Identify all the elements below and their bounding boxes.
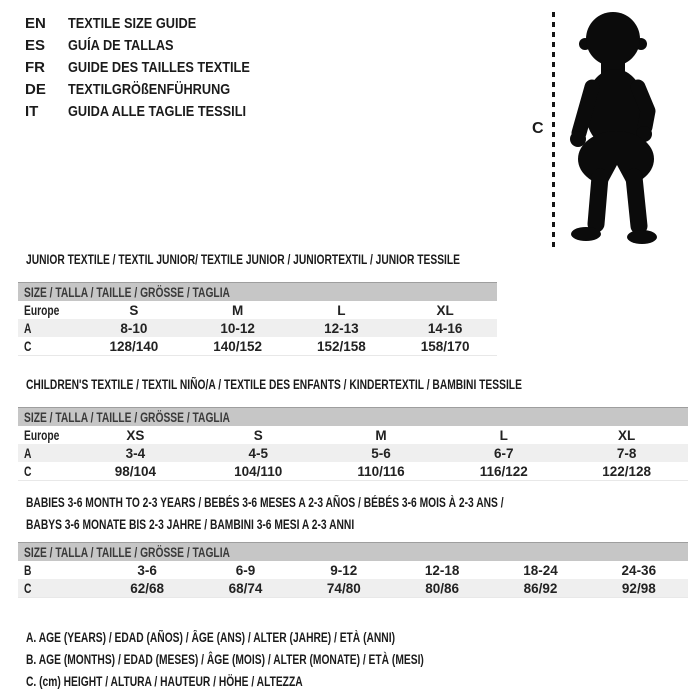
age-cell: 4-5: [197, 444, 320, 462]
junior-size-table: [18, 282, 497, 356]
height-measure-label: C: [532, 120, 544, 137]
size-cell: L: [337, 302, 346, 318]
language-code: FR: [25, 58, 45, 76]
table-row: [18, 462, 688, 481]
size-cell: L: [499, 427, 508, 443]
size-cell: XS: [126, 427, 145, 443]
children-section-title: CHILDREN'S TEXTILE / TEXTIL NIÑO/A / TEXTILE DES ENFANTS / KINDERTEXTIL / BAMBINI TESSILE: [26, 377, 522, 392]
size-header-label: SIZE / TALLA / TAILLE / GRÖSSE / TAGLIA: [24, 409, 230, 425]
size-header-label: SIZE / TALLA / TAILLE / GRÖSSE / TAGLIA: [24, 544, 230, 560]
age-cell: 12-13: [290, 319, 394, 337]
footnote-c: C. (cm) HEIGHT / ALTURA / HAUTEUR / HÖHE / ALTEZZA: [26, 674, 303, 689]
babies-size-table: [18, 542, 688, 598]
age-cell: 6-9: [235, 562, 256, 578]
table-row: [18, 579, 688, 598]
footnote-a: A. AGE (YEARS) / EDAD (AÑOS) / ÂGE (ANS) / ALTER (JAHRE) / ETÀ (ANNI): [26, 630, 395, 645]
age-cell: 5-6: [320, 444, 443, 462]
height-cell: 110/116: [357, 463, 405, 479]
language-row: [25, 78, 282, 100]
language-title: GUIDA ALLE TAGLIE TESSILI: [68, 102, 247, 120]
language-row: [25, 34, 282, 56]
age-cell: 3-4: [74, 444, 197, 462]
size-cell: XL: [617, 427, 636, 443]
table-header-row: [18, 408, 688, 427]
table-header-row: [18, 283, 497, 302]
row-label: A: [24, 320, 32, 336]
age-cell: 7-8: [565, 444, 688, 462]
row-label: C: [24, 580, 32, 596]
size-cell: XL: [436, 302, 454, 318]
height-cell: 158/170: [420, 338, 470, 354]
age-cell: 14-16: [393, 319, 497, 337]
language-row: [25, 12, 282, 34]
age-cell: 6-7: [442, 444, 565, 462]
table-row: [18, 319, 497, 337]
height-cell: 122/128: [602, 463, 651, 479]
toddler-silhouette-icon: [558, 9, 664, 247]
babies-title-line2: BABYS 3-6 MONATE BIS 2-3 JAHRE / BAMBINI 3-6 MESI A 2-3 ANNI: [26, 517, 355, 532]
children-size-table: [18, 407, 688, 481]
table-row: [18, 561, 688, 579]
height-cell: 86/92: [491, 579, 589, 598]
row-label: C: [24, 463, 32, 479]
age-cell: 24-36: [621, 562, 657, 578]
row-label: B: [24, 562, 32, 578]
row-label: Europe: [24, 427, 60, 443]
table-row: [18, 444, 688, 462]
age-cell: 18-24: [523, 562, 558, 578]
language-code: DE: [25, 80, 46, 98]
height-cell: 128/140: [109, 338, 159, 354]
babies-title-line1: BABIES 3-6 MONTH TO 2-3 YEARS / BEBÉS 3-6 MESES A 2-3 AÑOS / BÉBÉS 3-6 MOIS À 2-3 ANS /: [26, 495, 504, 510]
footnote-b: B. AGE (MONTHS) / EDAD (MESES) / ÂGE (MOIS) / ALTER (MONATE) / ETÀ (MESI): [26, 652, 424, 667]
height-cell: 80/86: [393, 579, 491, 598]
height-cell: 74/80: [295, 579, 393, 598]
junior-section-title: JUNIOR TEXTILE / TEXTIL JUNIOR/ TEXTILE JUNIOR / JUNIORTEXTIL / JUNIOR TESSILE: [26, 252, 461, 267]
language-title: TEXTILE SIZE GUIDE: [68, 14, 197, 32]
size-cell: S: [253, 427, 263, 443]
footnote-legend: [26, 627, 424, 693]
size-cell: M: [375, 427, 387, 443]
height-cell: 140/152: [213, 338, 263, 354]
size-header-label: SIZE / TALLA / TAILLE / GRÖSSE / TAGLIA: [24, 284, 230, 300]
table-row: [18, 337, 497, 356]
language-row: [25, 100, 282, 122]
age-cell: 12-18: [424, 562, 460, 578]
height-cell: 152/158: [316, 338, 366, 354]
table-row: [18, 426, 688, 444]
age-cell: 8-10: [82, 319, 186, 337]
table-header-row: [18, 543, 688, 562]
language-title: TEXTILGRÖßENFÜHRUNG: [68, 80, 231, 98]
height-cell: 116/122: [479, 463, 528, 479]
language-code: IT: [25, 102, 39, 120]
height-cell: 68/74: [196, 579, 294, 598]
age-cell: 9-12: [330, 562, 358, 578]
size-cell: S: [129, 302, 139, 318]
language-row: [25, 56, 282, 78]
height-measure-dashed-line: [552, 12, 555, 248]
language-title: GUIDE DES TAILLES TEXTILE: [68, 58, 250, 76]
language-code: EN: [25, 14, 46, 32]
height-cell: 98/104: [114, 463, 157, 479]
language-title-list: [25, 12, 282, 122]
row-label: A: [24, 445, 32, 461]
height-cell: 104/110: [234, 463, 283, 479]
height-cell: 62/68: [98, 579, 196, 598]
babies-section-title: [26, 492, 504, 536]
row-label: C: [24, 338, 32, 354]
language-code: ES: [25, 36, 46, 54]
language-title: GUÍA DE TALLAS: [68, 36, 174, 54]
size-cell: M: [232, 302, 244, 318]
age-cell: 10-12: [186, 319, 290, 337]
table-row: [18, 301, 497, 319]
age-cell: 3-6: [137, 562, 157, 578]
row-label: Europe: [24, 302, 60, 318]
height-cell: 92/98: [590, 579, 688, 598]
